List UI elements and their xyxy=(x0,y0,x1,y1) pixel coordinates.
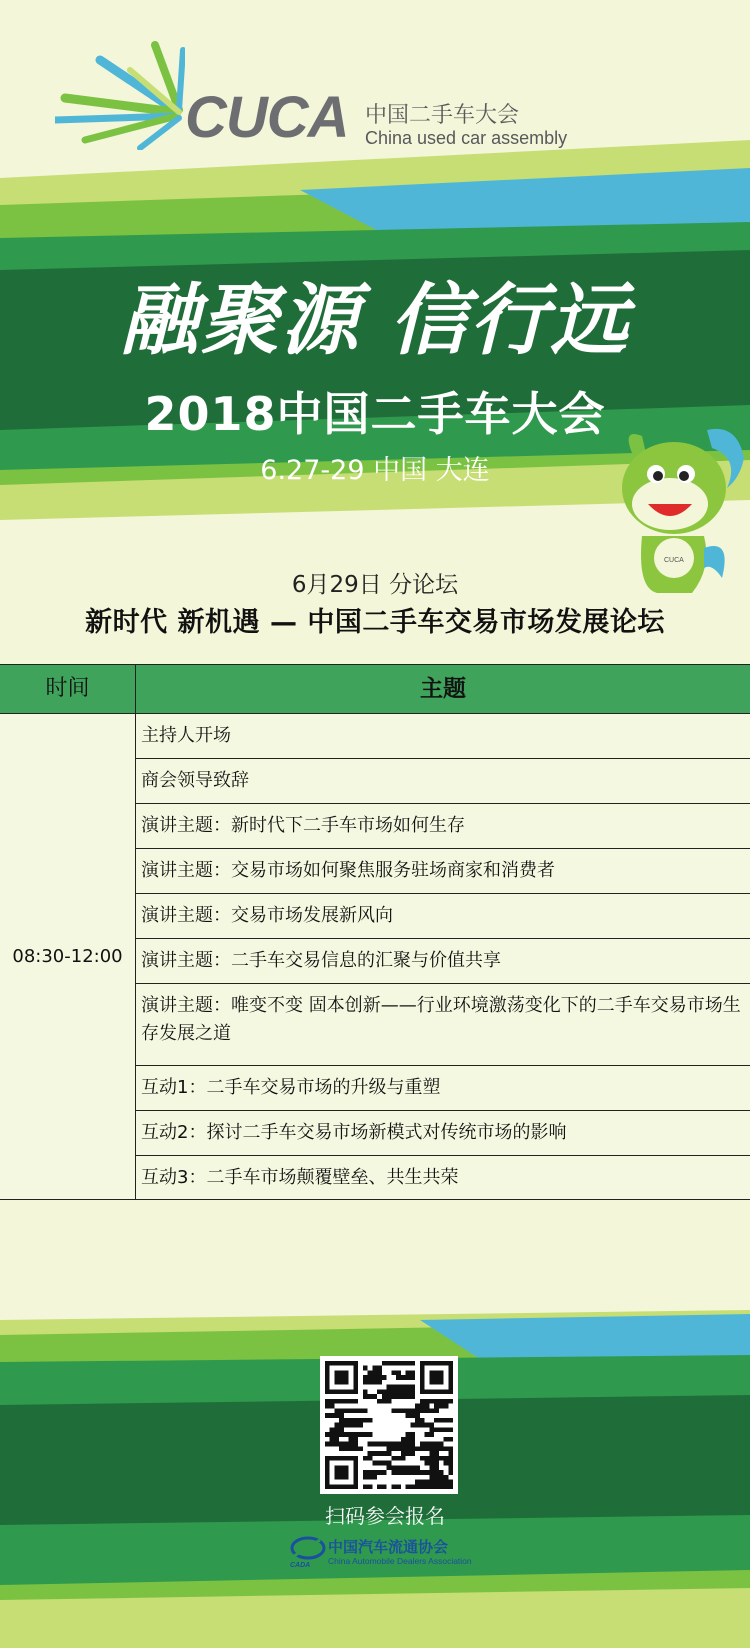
table-row: 演讲主题：新时代下二手车市场如何生存 xyxy=(136,804,750,849)
table-row: 演讲主题：唯变不变 固本创新——行业环境激荡变化下的二手车交易市场生存发展之道 xyxy=(136,984,750,1066)
qr-code[interactable] xyxy=(320,1356,458,1494)
cuca-wordmark: CUCA xyxy=(185,85,349,150)
qr-code-icon xyxy=(320,1356,458,1494)
cuca-logo xyxy=(55,40,615,150)
table-row: 演讲主题：交易市场如何聚焦服务驻场商家和消费者 xyxy=(136,849,750,894)
table-row: 互动2：探讨二手车交易市场新模式对传统市场的影响 xyxy=(136,1111,750,1156)
burst-icon xyxy=(55,40,185,150)
cada-abbr: CADA xyxy=(290,1562,311,1568)
cada-logo xyxy=(288,1532,488,1572)
event-title: 2018中国二手车大会 xyxy=(144,387,606,441)
table-row: 互动1：二手车交易市场的升级与重塑 xyxy=(136,1066,750,1111)
cada-emblem-icon xyxy=(288,1534,326,1568)
header-time: 时间 xyxy=(0,665,136,713)
table-header xyxy=(0,664,750,714)
logo-name-en: China used car assembly xyxy=(365,128,568,148)
event-date-location: 6.27-29 中国 大连 xyxy=(260,455,490,486)
table-row: 演讲主题：交易市场发展新风向 xyxy=(136,894,750,939)
mascot-badge: CUCA xyxy=(664,557,684,564)
forum-title: 新时代 新机遇 — 中国二手车交易市场发展论坛 xyxy=(85,607,665,638)
slogan: 融聚源 信行远 xyxy=(120,276,630,366)
table-row: 互动3：二手车市场颠覆壁垒、共生共荣 xyxy=(136,1156,750,1200)
org-name-cn: 中国汽车流通协会 xyxy=(328,1538,449,1556)
forum-date: 6月29日 分论坛 xyxy=(291,572,459,598)
qr-caption: 扫码参会报名 xyxy=(325,1504,445,1528)
topic-list xyxy=(136,714,750,1200)
table-row: 演讲主题：二手车交易信息的汇聚与价值共享 xyxy=(136,939,750,984)
org-name-en: China Automobile Dealers Association xyxy=(328,1556,472,1566)
table-row: 主持人开场 xyxy=(136,714,750,759)
time-cell: 08:30-12:00 xyxy=(0,714,136,1200)
logo-name-cn: 中国二手车大会 xyxy=(365,103,520,128)
header-topic: 主题 xyxy=(420,676,466,702)
table-row: 商会领导致辞 xyxy=(136,759,750,804)
